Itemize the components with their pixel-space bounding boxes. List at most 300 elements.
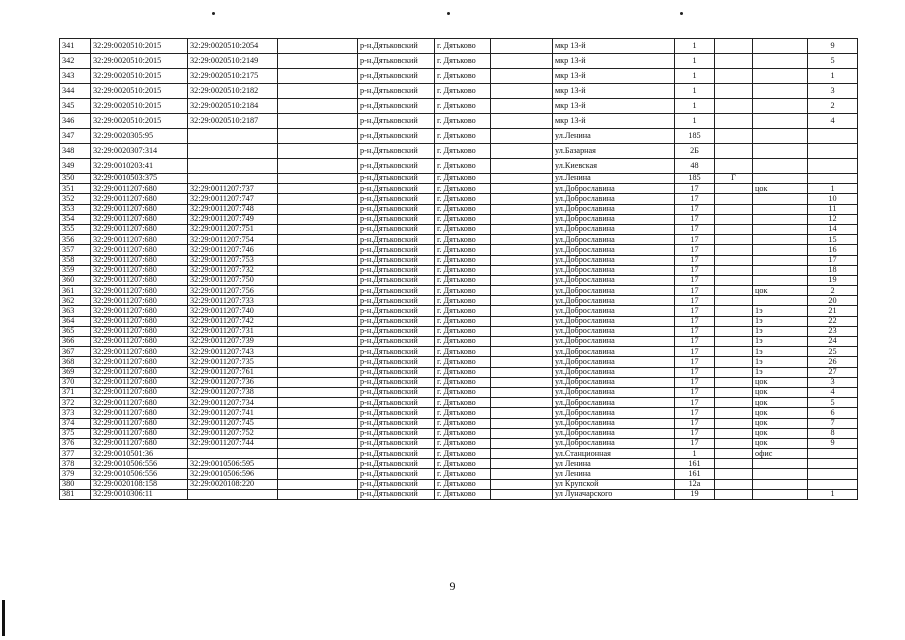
table-cell — [278, 159, 358, 174]
table-cell: 32:29:0011207:736 — [188, 377, 278, 387]
table-cell: 6 — [808, 408, 858, 418]
table-cell: ул.Доброславина — [553, 296, 675, 306]
table-cell: 19 — [808, 275, 858, 285]
table-cell — [278, 84, 358, 99]
table-cell: р-н.Дятьковский — [358, 174, 435, 184]
table-cell — [491, 377, 553, 387]
table-cell: 17 — [675, 235, 715, 245]
table-cell — [278, 235, 358, 245]
table-cell: г. Дятьково — [435, 306, 491, 316]
table-cell: 32:29:0011207:739 — [188, 337, 278, 347]
table-cell — [491, 159, 553, 174]
table-cell — [491, 265, 553, 275]
table-cell — [715, 69, 753, 84]
table-cell — [491, 449, 553, 459]
table-cell: р-н.Дятьковский — [358, 214, 435, 224]
table-cell: мкр 13-й — [553, 99, 675, 114]
table-cell: 1э — [753, 306, 808, 316]
table-cell: мкр 13-й — [553, 39, 675, 54]
table-cell — [491, 337, 553, 347]
table-cell: ул.Доброславина — [553, 347, 675, 357]
table-cell: 32:29:0020510:2015 — [91, 114, 188, 129]
table-cell: г. Дятьково — [435, 449, 491, 459]
table-cell: 368 — [60, 357, 91, 367]
table-cell: г. Дятьково — [435, 387, 491, 397]
table-row — [60, 489, 858, 499]
table-cell: 1 — [675, 84, 715, 99]
table-cell: 17 — [675, 245, 715, 255]
table-cell: 23 — [808, 326, 858, 336]
table-cell: 7 — [808, 418, 858, 428]
table-cell: 17 — [675, 367, 715, 377]
table-cell: цок — [753, 377, 808, 387]
table-cell: 32:29:0011207:743 — [188, 347, 278, 357]
table-cell: 32:29:0011207:753 — [188, 255, 278, 265]
table-row — [60, 469, 858, 479]
table-row — [60, 306, 858, 316]
table-cell: 26 — [808, 357, 858, 367]
table-cell — [278, 377, 358, 387]
table-cell — [278, 214, 358, 224]
table-cell — [491, 469, 553, 479]
table-row — [60, 194, 858, 204]
table-cell: 355 — [60, 224, 91, 234]
table-cell: г. Дятьково — [435, 174, 491, 184]
table-cell — [491, 438, 553, 448]
table-cell: ул.Доброславина — [553, 387, 675, 397]
table-cell — [715, 326, 753, 336]
table-cell — [278, 296, 358, 306]
table-cell: 32:29:0011207:680 — [91, 387, 188, 397]
table-cell: г. Дятьково — [435, 255, 491, 265]
table-cell: г. Дятьково — [435, 69, 491, 84]
property-register-table — [59, 38, 858, 500]
table-cell: 1 — [808, 69, 858, 84]
table-cell: г. Дятьково — [435, 408, 491, 418]
table-cell: 17 — [675, 418, 715, 428]
table-cell: ул.Ленина — [553, 129, 675, 144]
table-cell: 1 — [808, 489, 858, 499]
table-cell: 32:29:0011207:680 — [91, 194, 188, 204]
table-cell: ул.Доброславина — [553, 306, 675, 316]
table-cell: 32:29:0011207:754 — [188, 235, 278, 245]
table-cell — [491, 408, 553, 418]
table-cell: 17 — [675, 316, 715, 326]
table-cell: 17 — [675, 296, 715, 306]
table-cell: 17 — [808, 255, 858, 265]
table-cell: Г — [715, 174, 753, 184]
table-cell: г. Дятьково — [435, 479, 491, 489]
table-cell — [188, 129, 278, 144]
table-cell: 377 — [60, 449, 91, 459]
table-cell: ул.Доброславина — [553, 194, 675, 204]
table-cell — [278, 174, 358, 184]
table-cell: мкр 13-й — [553, 54, 675, 69]
table-cell: г. Дятьково — [435, 469, 491, 479]
table-cell — [491, 174, 553, 184]
table-cell: 24 — [808, 337, 858, 347]
table-cell: 1э — [753, 326, 808, 336]
table-cell: 32:29:0020510:2149 — [188, 54, 278, 69]
table-cell: 17 — [675, 438, 715, 448]
table-cell: р-н.Дятьковский — [358, 337, 435, 347]
table-cell — [491, 204, 553, 214]
table-cell: р-н.Дятьковский — [358, 84, 435, 99]
table-row — [60, 408, 858, 418]
table-cell: 32:29:0011207:680 — [91, 438, 188, 448]
table-cell: р-н.Дятьковский — [358, 224, 435, 234]
table-cell — [753, 129, 808, 144]
table-cell — [753, 204, 808, 214]
table-cell — [278, 316, 358, 326]
table-row — [60, 418, 858, 428]
table-cell: р-н.Дятьковский — [358, 316, 435, 326]
table-row — [60, 204, 858, 214]
table-row — [60, 235, 858, 245]
table-cell: ул.Базарная — [553, 144, 675, 159]
table-row — [60, 296, 858, 306]
table-cell: 32:29:0011207:744 — [188, 438, 278, 448]
table-cell — [753, 275, 808, 285]
table-cell: 32:29:0011207:741 — [188, 408, 278, 418]
table-row — [60, 479, 858, 489]
table-cell: 11 — [808, 204, 858, 214]
table-cell — [491, 245, 553, 255]
table-cell: 9 — [808, 438, 858, 448]
table-cell — [491, 194, 553, 204]
table-cell: ул.Станционная — [553, 449, 675, 459]
table-cell — [491, 479, 553, 489]
table-cell: 17 — [675, 347, 715, 357]
table-row — [60, 39, 858, 54]
table-cell: 5 — [808, 54, 858, 69]
table-cell — [715, 286, 753, 296]
table-cell: р-н.Дятьковский — [358, 387, 435, 397]
table-cell — [715, 357, 753, 367]
table-cell: 374 — [60, 418, 91, 428]
table-cell: 349 — [60, 159, 91, 174]
table-cell: 1 — [675, 69, 715, 84]
table-cell: р-н.Дятьковский — [358, 265, 435, 275]
table-cell: 32:29:0020510:2015 — [91, 54, 188, 69]
table-cell: 32:29:0011207:680 — [91, 398, 188, 408]
table-cell: р-н.Дятьковский — [358, 194, 435, 204]
table-cell — [491, 114, 553, 129]
table-cell — [715, 129, 753, 144]
table-cell: цок — [753, 408, 808, 418]
table-cell: 161 — [675, 469, 715, 479]
table-cell: ул.Доброславина — [553, 408, 675, 418]
table-cell: цок — [753, 184, 808, 194]
table-row — [60, 398, 858, 408]
table-cell — [278, 459, 358, 469]
table-cell: 373 — [60, 408, 91, 418]
table-cell: 32:29:0020510:2187 — [188, 114, 278, 129]
table-cell: р-н.Дятьковский — [358, 347, 435, 357]
table-cell — [491, 326, 553, 336]
table-cell — [715, 159, 753, 174]
table-cell: г. Дятьково — [435, 159, 491, 174]
table-cell: 3 — [808, 84, 858, 99]
table-row — [60, 129, 858, 144]
table-cell: г. Дятьково — [435, 184, 491, 194]
table-row — [60, 438, 858, 448]
table-row — [60, 84, 858, 99]
table-cell — [715, 428, 753, 438]
table-row — [60, 286, 858, 296]
table-cell — [188, 489, 278, 499]
table-cell: 17 — [675, 194, 715, 204]
table-cell: ул.Доброславина — [553, 184, 675, 194]
table-cell: р-н.Дятьковский — [358, 438, 435, 448]
table-cell — [491, 418, 553, 428]
table-cell: р-н.Дятьковский — [358, 99, 435, 114]
table-cell: 32:29:0011207:680 — [91, 224, 188, 234]
table-cell — [491, 39, 553, 54]
table-row — [60, 357, 858, 367]
table-cell: 20 — [808, 296, 858, 306]
table-cell: г. Дятьково — [435, 84, 491, 99]
table-cell: 1 — [675, 39, 715, 54]
table-cell: 32:29:0010506:556 — [91, 469, 188, 479]
table-cell — [753, 469, 808, 479]
table-cell: 27 — [808, 367, 858, 377]
table-cell: 32:29:0011207:751 — [188, 224, 278, 234]
table-row — [60, 255, 858, 265]
table-cell — [491, 347, 553, 357]
table-cell: р-н.Дятьковский — [358, 357, 435, 367]
table-cell — [188, 174, 278, 184]
table-cell: 32:29:0011207:680 — [91, 255, 188, 265]
table-cell — [753, 174, 808, 184]
table-cell: г. Дятьково — [435, 245, 491, 255]
table-cell: г. Дятьково — [435, 367, 491, 377]
table-cell: ул.Ленина — [553, 174, 675, 184]
table-cell: г. Дятьково — [435, 326, 491, 336]
table-cell: 361 — [60, 286, 91, 296]
table-cell — [715, 449, 753, 459]
table-cell: 3 — [808, 377, 858, 387]
table-cell — [753, 69, 808, 84]
table-cell: 32:29:0011207:748 — [188, 204, 278, 214]
table-cell: 363 — [60, 306, 91, 316]
table-cell — [278, 428, 358, 438]
table-cell — [278, 479, 358, 489]
table-cell: 32:29:0011207:680 — [91, 367, 188, 377]
table-cell: 32:29:0020510:2182 — [188, 84, 278, 99]
table-cell: г. Дятьково — [435, 224, 491, 234]
table-cell — [278, 387, 358, 397]
table-cell: 362 — [60, 296, 91, 306]
table-cell — [808, 449, 858, 459]
table-cell: г. Дятьково — [435, 265, 491, 275]
table-cell: 364 — [60, 316, 91, 326]
table-cell: 10 — [808, 194, 858, 204]
table-cell — [808, 174, 858, 184]
table-cell: г. Дятьково — [435, 296, 491, 306]
table-cell: 376 — [60, 438, 91, 448]
table-cell — [491, 459, 553, 469]
table-cell — [491, 428, 553, 438]
table-cell: 17 — [675, 204, 715, 214]
table-cell — [753, 99, 808, 114]
table-cell: г. Дятьково — [435, 194, 491, 204]
table-cell: 32:29:0011207:680 — [91, 265, 188, 275]
table-cell — [491, 367, 553, 377]
table-cell: 375 — [60, 428, 91, 438]
table-cell — [753, 114, 808, 129]
table-cell: 32:29:0011207:752 — [188, 428, 278, 438]
table-cell: р-н.Дятьковский — [358, 296, 435, 306]
table-cell: ул Луначарского — [553, 489, 675, 499]
table-cell: 32:29:0011207:680 — [91, 296, 188, 306]
table-cell — [491, 99, 553, 114]
table-cell — [278, 129, 358, 144]
table-cell — [753, 235, 808, 245]
table-cell: 32:29:0020510:2015 — [91, 84, 188, 99]
table-cell: р-н.Дятьковский — [358, 408, 435, 418]
table-row — [60, 459, 858, 469]
table-cell: 32:29:0011207:735 — [188, 357, 278, 367]
table-cell — [715, 438, 753, 448]
table-cell — [188, 449, 278, 459]
table-cell: г. Дятьково — [435, 286, 491, 296]
table-cell: р-н.Дятьковский — [358, 245, 435, 255]
table-cell — [715, 398, 753, 408]
table-cell: р-н.Дятьковский — [358, 204, 435, 214]
table-cell — [491, 224, 553, 234]
table-cell — [278, 357, 358, 367]
table-cell: 17 — [675, 306, 715, 316]
table-cell: ул.Доброславина — [553, 398, 675, 408]
table-cell — [491, 184, 553, 194]
table-cell: 32:29:0011207:731 — [188, 326, 278, 336]
table-cell — [753, 265, 808, 275]
table-cell — [715, 265, 753, 275]
table-cell — [715, 316, 753, 326]
table-cell: г. Дятьково — [435, 398, 491, 408]
table-cell: р-н.Дятьковский — [358, 428, 435, 438]
table-cell — [715, 296, 753, 306]
table-cell — [715, 39, 753, 54]
table-cell — [753, 296, 808, 306]
table-cell: 48 — [675, 159, 715, 174]
table-cell — [491, 255, 553, 265]
table-cell — [278, 144, 358, 159]
table-cell: 32:29:0020510:2015 — [91, 69, 188, 84]
table-cell: 4 — [808, 387, 858, 397]
table-cell: 15 — [808, 235, 858, 245]
table-cell — [278, 265, 358, 275]
table-cell: 32:29:0011207:738 — [188, 387, 278, 397]
table-cell: р-н.Дятьковский — [358, 418, 435, 428]
table-cell: ул.Доброславина — [553, 418, 675, 428]
table-cell: р-н.Дятьковский — [358, 255, 435, 265]
table-cell: 342 — [60, 54, 91, 69]
table-cell: 348 — [60, 144, 91, 159]
table-cell: цок — [753, 286, 808, 296]
table-cell: 17 — [675, 265, 715, 275]
table-cell: 1э — [753, 316, 808, 326]
table-cell: 372 — [60, 398, 91, 408]
table-cell: 358 — [60, 255, 91, 265]
table-cell: г. Дятьково — [435, 377, 491, 387]
table-cell — [715, 54, 753, 69]
table-cell — [808, 144, 858, 159]
table-cell: 32:29:0011207:680 — [91, 316, 188, 326]
table-cell: 17 — [675, 387, 715, 397]
table-cell — [753, 245, 808, 255]
table-cell: ул.Доброславина — [553, 214, 675, 224]
table-cell: ул Ленина — [553, 459, 675, 469]
table-cell: 21 — [808, 306, 858, 316]
table-cell: р-н.Дятьковский — [358, 326, 435, 336]
table-cell: 17 — [675, 337, 715, 347]
table-cell: 350 — [60, 174, 91, 184]
table-cell — [715, 347, 753, 357]
table-cell: 17 — [675, 357, 715, 367]
table-cell: ул.Доброславина — [553, 204, 675, 214]
table-cell: 1 — [675, 54, 715, 69]
table-cell: 32:29:0011207:750 — [188, 275, 278, 285]
table-cell — [188, 144, 278, 159]
table-row — [60, 69, 858, 84]
table-cell — [278, 337, 358, 347]
table-cell: р-н.Дятьковский — [358, 54, 435, 69]
table-cell — [753, 39, 808, 54]
table-cell — [278, 255, 358, 265]
table-cell — [491, 296, 553, 306]
table-cell: 32:29:0011207:680 — [91, 214, 188, 224]
table-cell — [715, 235, 753, 245]
table-cell — [491, 235, 553, 245]
table-cell: 1 — [675, 99, 715, 114]
table-cell — [753, 54, 808, 69]
table-cell: г. Дятьково — [435, 347, 491, 357]
table-cell — [715, 408, 753, 418]
table-cell: 32:29:0011207:745 — [188, 418, 278, 428]
table-cell: 366 — [60, 337, 91, 347]
table-cell: г. Дятьково — [435, 438, 491, 448]
table-cell: 32:29:0011207:749 — [188, 214, 278, 224]
table-cell — [808, 129, 858, 144]
table-cell: 32:29:0011207:680 — [91, 428, 188, 438]
table-cell: цок — [753, 438, 808, 448]
table-cell: 1э — [753, 367, 808, 377]
table-row — [60, 377, 858, 387]
table-cell: ул.Доброславина — [553, 438, 675, 448]
table-cell — [753, 144, 808, 159]
table-cell — [715, 469, 753, 479]
table-cell: 32:29:0010503:375 — [91, 174, 188, 184]
table-cell: 32:29:0011207:680 — [91, 357, 188, 367]
table-cell: р-н.Дятьковский — [358, 144, 435, 159]
table-cell: 5 — [808, 398, 858, 408]
table-cell: 380 — [60, 479, 91, 489]
table-cell — [278, 275, 358, 285]
table-cell: 17 — [675, 224, 715, 234]
table-cell: г. Дятьково — [435, 316, 491, 326]
table-cell: р-н.Дятьковский — [358, 367, 435, 377]
table-cell: ул.Доброславина — [553, 337, 675, 347]
table-cell: 19 — [675, 489, 715, 499]
table-cell — [753, 194, 808, 204]
table-cell — [491, 489, 553, 499]
table-cell: г. Дятьково — [435, 54, 491, 69]
table-cell: 17 — [675, 286, 715, 296]
table-cell: 2Б — [675, 144, 715, 159]
table-cell — [278, 224, 358, 234]
